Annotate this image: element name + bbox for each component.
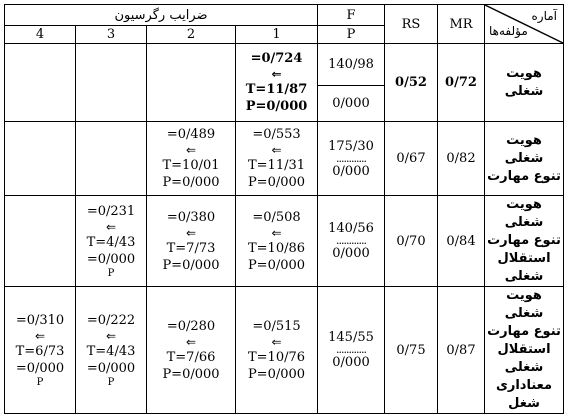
variable-label: استقلال (497, 251, 551, 266)
row3-coef2 (147, 196, 236, 287)
coefficients-header: ضرایب رگرسیون (5, 5, 318, 26)
t-value: T=7/73 (166, 240, 216, 256)
row4-mr: 0/87 (438, 287, 485, 414)
stat-label: آماره (531, 9, 557, 23)
t-value: T=4/43 (86, 344, 136, 359)
row1-f-value: 140/98 (318, 44, 385, 86)
row2-coef3-empty (76, 122, 147, 196)
t-value: T=4/43 (86, 235, 136, 250)
row3-coef1 (236, 196, 318, 287)
row1-variables (485, 44, 564, 122)
row2-rs: 0/67 (385, 122, 438, 196)
p-value: 0/000 (332, 163, 370, 179)
arrow-icon: ⇐ (105, 220, 117, 234)
beta-value: =0/310 (15, 313, 65, 328)
col-3-header: 3 (76, 26, 147, 44)
row2-mr: 0/82 (438, 122, 485, 196)
variable-label: هویت شغلی (504, 288, 544, 321)
row4-coef3 (76, 287, 147, 414)
f-value: 140/56 (328, 221, 374, 236)
arrow-icon: ⇐ (105, 329, 117, 343)
row1-p-value: 0/000 (318, 86, 385, 122)
p-value: P=0/000 (247, 366, 306, 382)
regression-table (4, 4, 564, 414)
arrow-icon: ⇐ (271, 334, 282, 349)
row3-coef4-empty (5, 196, 76, 287)
p-value: P=0/000 (162, 366, 220, 382)
arrow-icon: ⇐ (271, 225, 282, 240)
variable-label: معناداری (495, 378, 553, 393)
beta-value: =0/489 (166, 127, 216, 142)
p-value: P=0/000 (245, 99, 308, 114)
p-letter: P (107, 268, 115, 279)
row4-coef2 (147, 287, 236, 414)
beta-value: =0/231 (86, 204, 136, 219)
p-value: P=0/000 (247, 257, 306, 273)
beta-value: =0/553 (252, 127, 301, 142)
dotted-separator: ............ (336, 151, 366, 165)
variable-label: هویت شغلی (504, 132, 544, 166)
beta-value: =0/515 (252, 318, 301, 334)
variable-label: تنوع مهارت (487, 324, 561, 339)
p-value: P=0/000 (247, 175, 306, 190)
row2-coef1 (236, 122, 318, 196)
row3-rs: 0/70 (385, 196, 438, 287)
col-2-header: 2 (147, 26, 236, 44)
row2-coef4-empty (5, 122, 76, 196)
variable-label: شغل (508, 396, 540, 411)
rs-header: RS (385, 5, 438, 44)
row3-variables (485, 196, 564, 287)
beta-value: =0/280 (166, 318, 216, 334)
row3-mr: 0/84 (438, 196, 485, 287)
p-value: P=0/000 (162, 175, 220, 190)
variable-label: استقلال (497, 342, 551, 357)
t-value: T=10/76 (247, 349, 306, 365)
mr-header: MR (438, 5, 485, 44)
row4-coef4 (5, 287, 76, 414)
p-value: P=0/000 (162, 257, 220, 273)
row4-coef1 (236, 287, 318, 414)
row1-coef3-empty (76, 44, 147, 122)
variable-label: هویت شغلی (504, 65, 544, 99)
beta-value: =0/724 (250, 51, 303, 66)
p-value: 0/000 (332, 246, 370, 261)
p-value: 0/000 (332, 355, 370, 370)
f-value: 145/55 (328, 330, 374, 345)
dotted-separator: ............ (336, 234, 366, 247)
col-4-header: 4 (5, 26, 76, 44)
f-header: F (318, 5, 385, 26)
variable-label: شغلی (504, 360, 544, 375)
row3-f-p (318, 196, 385, 287)
t-value: T=10/86 (247, 240, 306, 256)
row1-coef4-empty (5, 44, 76, 122)
row1-coef1 (236, 44, 318, 122)
t-value: T=10/01 (162, 158, 220, 173)
row4-f-p (318, 287, 385, 414)
row4-variables (485, 287, 564, 414)
variable-label: شغلی (504, 269, 544, 284)
row1-mr: 0/72 (438, 44, 485, 122)
row1-coef2-empty (147, 44, 236, 122)
row2-f-p (318, 122, 385, 196)
t-value: T=11/87 (245, 82, 308, 97)
beta-value: =0/222 (86, 313, 136, 328)
components-label: مؤلفه‌ها (489, 24, 528, 38)
arrow-icon: ⇐ (185, 334, 197, 349)
row4-rs: 0/75 (385, 287, 438, 414)
dotted-separator: ............ (336, 343, 366, 356)
p-header: P (318, 26, 385, 44)
variable-label: تنوع مهارت (487, 233, 561, 248)
p-letter: P (36, 377, 44, 388)
p-value: =0/000 (86, 361, 136, 376)
p-value: =0/000 (15, 361, 65, 376)
t-value: T=6/73 (15, 344, 65, 359)
row1-rs: 0/52 (385, 44, 438, 122)
p-value: =0/000 (86, 252, 136, 267)
t-value: T=7/66 (166, 349, 216, 365)
arrow-icon: ⇐ (34, 329, 46, 343)
row2-variables (485, 122, 564, 196)
row3-coef3 (76, 196, 147, 287)
diagonal-header-cell (485, 5, 564, 44)
arrow-icon: ⇐ (271, 143, 282, 157)
p-letter: P (107, 377, 115, 388)
beta-value: =0/380 (166, 209, 216, 225)
variable-label: تنوع مهارت (487, 168, 561, 184)
beta-value: =0/508 (252, 209, 301, 225)
arrow-icon: ⇐ (271, 67, 282, 81)
arrow-icon: ⇐ (185, 225, 197, 240)
f-value: 175/30 (328, 138, 374, 154)
row2-coef2 (147, 122, 236, 196)
variable-label: هویت شغلی (504, 197, 544, 230)
col-1-header: 1 (236, 26, 318, 44)
t-value: T=11/31 (247, 158, 306, 173)
arrow-icon: ⇐ (185, 143, 197, 157)
